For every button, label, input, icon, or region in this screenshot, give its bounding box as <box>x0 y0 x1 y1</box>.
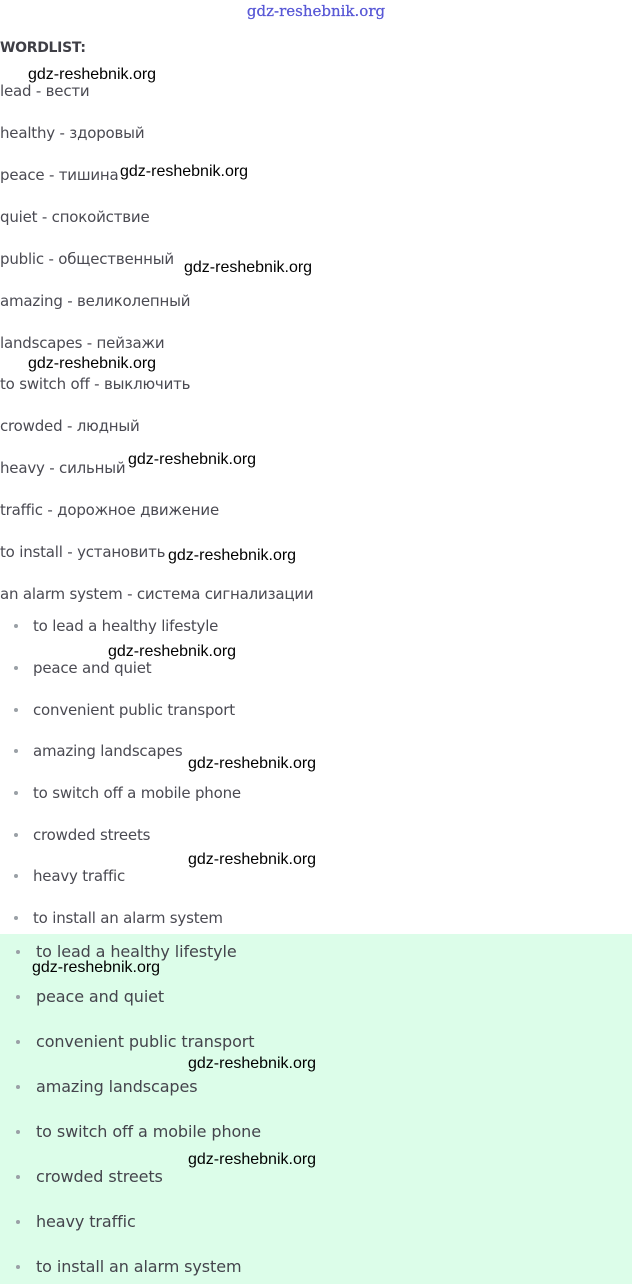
wordlist-entry: heavy - сильный <box>0 459 126 477</box>
bullet-icon <box>16 1085 20 1089</box>
wordlist-title: WORDLIST: <box>0 40 86 56</box>
wordlist-entry: healthy - здоровый <box>0 124 145 142</box>
bullet-icon <box>14 916 18 920</box>
wordlist-entry: to install - установить <box>0 543 166 561</box>
answer-phrase-item: peace and quiet <box>16 987 164 1006</box>
bullet-icon <box>14 624 18 628</box>
bullet-icon <box>14 874 18 878</box>
answer-phrase-item: heavy traffic <box>16 1212 136 1231</box>
wordlist-entry: peace - тишина <box>0 166 119 184</box>
phrase-item: heavy traffic <box>14 867 125 885</box>
bullet-icon <box>14 666 18 670</box>
wordlist-entry: to switch off - выключить <box>0 375 191 393</box>
answer-phrase-item: crowded streets <box>16 1167 163 1186</box>
bullet-icon <box>14 833 18 837</box>
bullet-icon <box>16 1175 20 1179</box>
bullet-icon <box>14 708 18 712</box>
bullet-icon <box>16 1040 20 1044</box>
wordlist-entry: quiet - спокойствие <box>0 208 150 226</box>
watermark: gdz-reshebnik.org <box>188 1055 317 1072</box>
answer-phrase-item: convenient public transport <box>16 1032 254 1051</box>
watermark: gdz-reshebnik.org <box>108 643 237 660</box>
watermark: gdz-reshebnik.org <box>168 547 297 564</box>
answer-phrase-item: to switch off a mobile phone <box>16 1122 261 1141</box>
watermark: gdz-reshebnik.org <box>188 851 317 868</box>
bullet-icon <box>16 1265 20 1269</box>
phrase-item: to lead a healthy lifestyle <box>14 617 218 635</box>
wordlist-entry: amazing - великолепный <box>0 292 191 310</box>
bullet-icon <box>14 791 18 795</box>
phrase-item: to install an alarm system <box>14 909 223 927</box>
watermark: gdz-reshebnik.org <box>120 163 249 180</box>
phrase-item: crowded streets <box>14 826 150 844</box>
bullet-icon <box>16 1130 20 1134</box>
phrase-item: convenient public transport <box>14 701 235 719</box>
wordlist-entry: lead - вести <box>0 82 90 100</box>
watermark: gdz-reshebnik.org <box>28 355 157 372</box>
site-header-watermark: gdz-reshebnik.org <box>246 2 386 20</box>
watermark: gdz-reshebnik.org <box>188 1151 317 1168</box>
answer-panel <box>0 934 632 1284</box>
wordlist-entry: crowded - людный <box>0 417 140 435</box>
bullet-icon <box>14 749 18 753</box>
answer-phrase-item: to install an alarm system <box>16 1257 241 1276</box>
answer-phrase-item: to lead a healthy lifestyle <box>16 942 237 961</box>
wordlist-entry: an alarm system - система сигнализации <box>0 585 314 603</box>
bullet-icon <box>16 950 20 954</box>
phrase-item: to switch off a mobile phone <box>14 784 241 802</box>
answer-phrase-item: amazing landscapes <box>16 1077 197 1096</box>
wordlist-entry: landscapes - пейзажи <box>0 334 165 352</box>
bullet-icon <box>16 1220 20 1224</box>
watermark: gdz-reshebnik.org <box>184 259 313 276</box>
watermark: gdz-reshebnik.org <box>32 959 161 976</box>
wordlist-entry: traffic - дорожное движение <box>0 501 219 519</box>
phrase-item: peace and quiet <box>14 659 151 677</box>
watermark: gdz-reshebnik.org <box>128 451 257 468</box>
wordlist-entry: public - общественный <box>0 250 174 268</box>
phrase-item: amazing landscapes <box>14 742 182 760</box>
watermark: gdz-reshebnik.org <box>28 66 157 83</box>
bullet-icon <box>16 995 20 999</box>
watermark: gdz-reshebnik.org <box>188 755 317 772</box>
